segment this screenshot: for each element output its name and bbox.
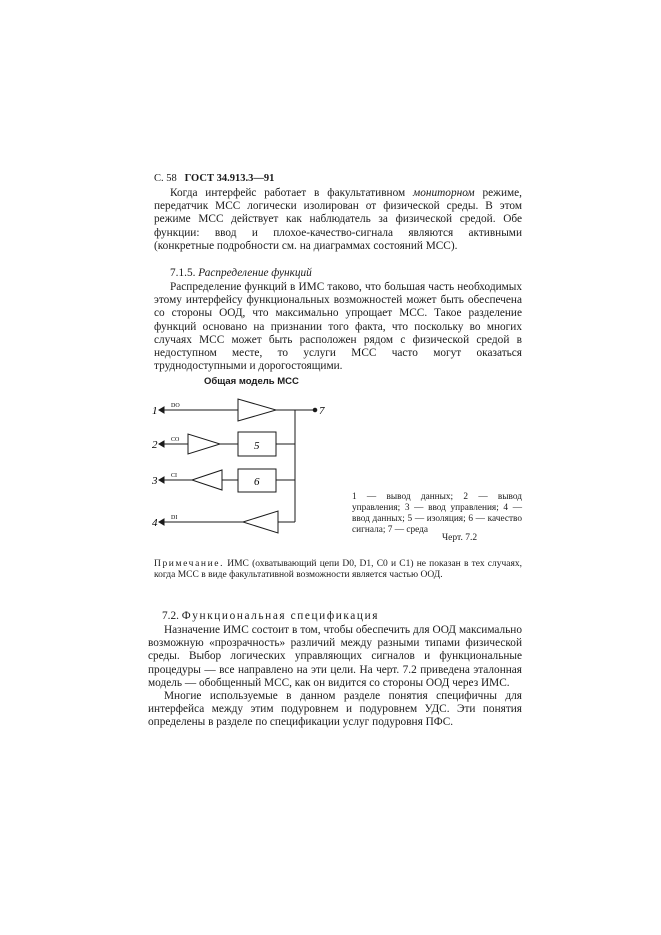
figure-caption: Черт. 7.2	[442, 533, 478, 543]
label-n2: 2	[152, 439, 158, 451]
diagram-title: Общая модель МСС	[204, 376, 299, 387]
label-n5: 5	[254, 440, 260, 452]
para2-text: Распределение функций в ИМС таково, что большая часть необходимых этому интерфейсу функциональных возможностей может быть обеспечена со стороны ООД, что максимально упрощает МСС. Такое разделение функций основано на признании того факта, что поскольку во многих случаях МСС может быть расположен рядом с физической средой в недоступном месте, то услуги МСС часто могут оказаться труднодоступными и дорогостоящими.	[154, 281, 522, 373]
arrow-in-4	[159, 519, 164, 525]
diagram-legend: 1 — вывод данных; 2 — вывод управления; 3 — ввод управления; 4 — ввод данных; 5 — изоляция; 6 — качество сигнала; 7 — среда	[352, 492, 522, 535]
paragraph-functional-spec	[148, 624, 522, 730]
standard-number: ГОСТ 34.913.3—91	[184, 173, 275, 184]
amplifier-di	[243, 511, 278, 533]
note-text: ИМС (охватывающий цепи D0, D1, C0 и C1) не показан в тех случаях, когда МСС в виде факультативной возможности является частью ООД.	[154, 559, 522, 580]
page-number: С. 58	[154, 173, 177, 184]
medium-terminal	[313, 408, 317, 412]
label-n1: 1	[152, 405, 158, 417]
note	[154, 559, 522, 580]
para1-text-a: Когда интерфейс работает в факультативном	[170, 187, 414, 199]
label-n3: 3	[152, 475, 158, 487]
para3-text: Назначение ИМС состоит в том, чтобы обеспечить для ООД максимально возможную «прозрачность» различий между разными типами физической среды. Выбор логических управляющих сигналов и функциональные процедуры — все направлено на эти цели. На черт. 7.2 приведена эталонная модель — обобщенный МСС, как он видится со стороны ООД через ИМС.	[148, 624, 522, 689]
label-n7: 7	[319, 405, 325, 417]
label-di: DI	[171, 515, 178, 521]
label-co: CO	[171, 437, 180, 443]
label-ci: CI	[171, 473, 177, 479]
section-715-number: 7.1.5.	[170, 267, 196, 279]
page-header	[154, 173, 274, 184]
arrow-in-3	[159, 477, 164, 483]
section-715-title: Распределение функций	[198, 267, 312, 279]
label-do: DO	[171, 403, 180, 409]
section-heading-715	[170, 267, 312, 279]
section-72-number: 7.2.	[162, 610, 179, 622]
label-n4: 4	[152, 517, 158, 529]
section-heading-72	[162, 610, 379, 622]
section-72-title: Функциональная спецификация	[181, 610, 380, 622]
mcc-model-diagram	[150, 392, 350, 542]
label-n6: 6	[254, 476, 260, 488]
arrow-in-1	[159, 407, 164, 413]
paragraph-function-distribution	[154, 281, 522, 373]
amplifier-ci	[192, 470, 222, 490]
para1-text-b: режиме, передатчик МСС логически изолирован от физической среды. В этом режиме МСС действует как наблюдатель за физической средой. Обе функции: ввод и плохое-качество-сигнала являются активными (конкретные подробности см. на диаграммах состояний МСС).	[154, 187, 522, 252]
para1-italic: мониторном	[413, 187, 475, 199]
arrow-in-2	[159, 441, 164, 447]
amplifier-do	[238, 399, 276, 421]
note-label: Примечание.	[154, 559, 225, 569]
amplifier-co	[188, 434, 220, 454]
para4-text: Многие используемые в данном разделе понятия специфичны для интерфейса между этим подуровнем и подуровнем УДС. Эти понятия определены в разделе по спецификации услуг подуровня ПФС.	[148, 690, 522, 729]
paragraph-monitor-mode	[154, 187, 522, 253]
